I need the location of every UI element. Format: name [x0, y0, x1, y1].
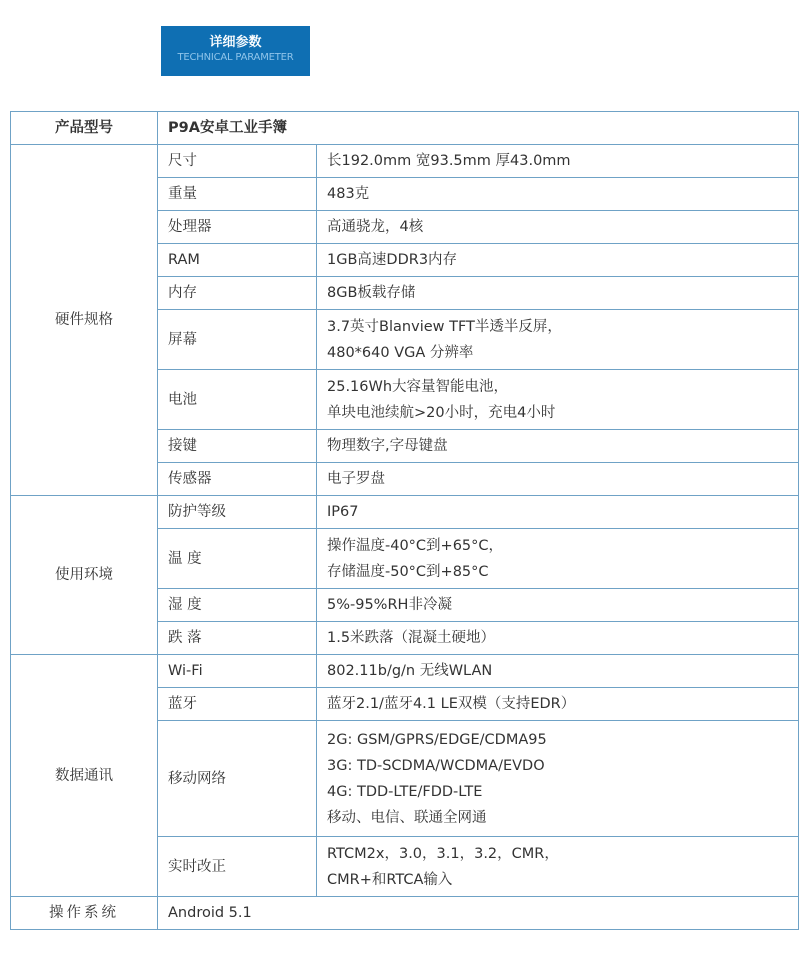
spec-value-line: 物理数字,字母键盘 — [327, 438, 448, 454]
spec-value-line: 单块电池续航>20小时，充电4小时 — [327, 404, 556, 421]
spec-value — [317, 529, 799, 589]
spec-value-line: 电子罗盘 — [327, 471, 385, 487]
spec-value-line: CMR+和RTCA输入 — [327, 871, 453, 888]
os-label: 操作系统 — [11, 897, 158, 930]
spec-label: 接键 — [158, 430, 317, 463]
spec-value — [317, 837, 799, 897]
spec-label: 电池 — [158, 370, 317, 430]
spec-value — [317, 430, 799, 463]
spec-value-line: 长192.0mm 宽93.5mm 厚43.0mm — [327, 153, 571, 169]
spec-label: RAM — [158, 244, 317, 277]
spec-label: 传感器 — [158, 463, 317, 496]
spec-label: 湿 度 — [158, 589, 317, 622]
spec-value-line: 1.5米跌落（混凝土硬地） — [327, 630, 496, 646]
spec-label: 移动网络 — [158, 721, 317, 837]
spec-value — [317, 655, 799, 688]
spec-row — [11, 145, 799, 178]
spec-row — [11, 496, 799, 529]
category-label: 使用环境 — [11, 496, 158, 655]
spec-value-line: IP67 — [327, 504, 359, 520]
spec-value — [317, 463, 799, 496]
os-row — [11, 897, 799, 930]
spec-value — [317, 370, 799, 430]
spec-label: 重量 — [158, 178, 317, 211]
spec-value-line: 5%-95%RH非冷凝 — [327, 597, 452, 613]
spec-value-line: 1GB高速DDR3内存 — [327, 252, 458, 268]
spec-label: 蓝牙 — [158, 688, 317, 721]
model-label: 产品型号 — [11, 112, 158, 145]
model-value: P9A安卓工业手簿 — [158, 112, 799, 145]
spec-label: 跌 落 — [158, 622, 317, 655]
banner-title-zh: 详细参数 — [209, 35, 262, 50]
spec-value-line: 802.11b/g/n 无线WLAN — [327, 663, 493, 679]
spec-value — [317, 310, 799, 370]
spec-value — [317, 277, 799, 310]
spec-value-line: 4G: TDD-LTE/FDD-LTE — [327, 783, 483, 800]
spec-value-line: 操作温度-40°C到+65°C， — [327, 537, 504, 554]
spec-table — [10, 111, 799, 930]
spec-value-line: 483克 — [327, 186, 370, 202]
spec-value-line: 高通骁龙，4核 — [327, 219, 424, 235]
spec-value — [317, 496, 799, 529]
spec-value-line: 2G: GSM/GPRS/EDGE/CDMA95 — [327, 731, 547, 748]
spec-label: Wi-Fi — [158, 655, 317, 688]
spec-label: 防护等级 — [158, 496, 317, 529]
spec-value — [317, 145, 799, 178]
spec-label: 处理器 — [158, 211, 317, 244]
spec-value — [317, 178, 799, 211]
spec-value-line: 3.7英寸Blanview TFT半透半反屏， — [327, 318, 562, 335]
spec-value — [317, 721, 799, 837]
spec-value — [317, 244, 799, 277]
spec-label: 温 度 — [158, 529, 317, 589]
spec-value — [317, 622, 799, 655]
os-value: Android 5.1 — [158, 897, 799, 930]
spec-value-line: 蓝牙2.1/蓝牙4.1 LE双模（支持EDR） — [327, 696, 576, 712]
spec-value — [317, 211, 799, 244]
spec-value-line: RTCM2x，3.0，3.1，3.2，CMR， — [327, 845, 559, 862]
spec-value-line: 3G: TD-SCDMA/WCDMA/EVDO — [327, 757, 545, 774]
spec-label: 内存 — [158, 277, 317, 310]
spec-value-line: 存储温度-50°C到+85°C — [327, 563, 489, 580]
spec-value — [317, 589, 799, 622]
spec-value-line: 移动、电信、联通全网通 — [327, 809, 487, 826]
section-banner — [161, 26, 310, 76]
spec-value-line: 8GB板载存储 — [327, 285, 416, 301]
spec-value-line: 25.16Wh大容量智能电池， — [327, 378, 509, 395]
spec-value — [317, 688, 799, 721]
category-label: 数据通讯 — [11, 655, 158, 897]
spec-row — [11, 655, 799, 688]
model-row — [11, 112, 799, 145]
banner-title-en: TECHNICAL PARAMETER — [177, 52, 294, 63]
spec-label: 尺寸 — [158, 145, 317, 178]
spec-value-line: 480*640 VGA 分辨率 — [327, 344, 474, 361]
category-label: 硬件规格 — [11, 145, 158, 496]
spec-label: 屏幕 — [158, 310, 317, 370]
spec-label: 实时改正 — [158, 837, 317, 897]
